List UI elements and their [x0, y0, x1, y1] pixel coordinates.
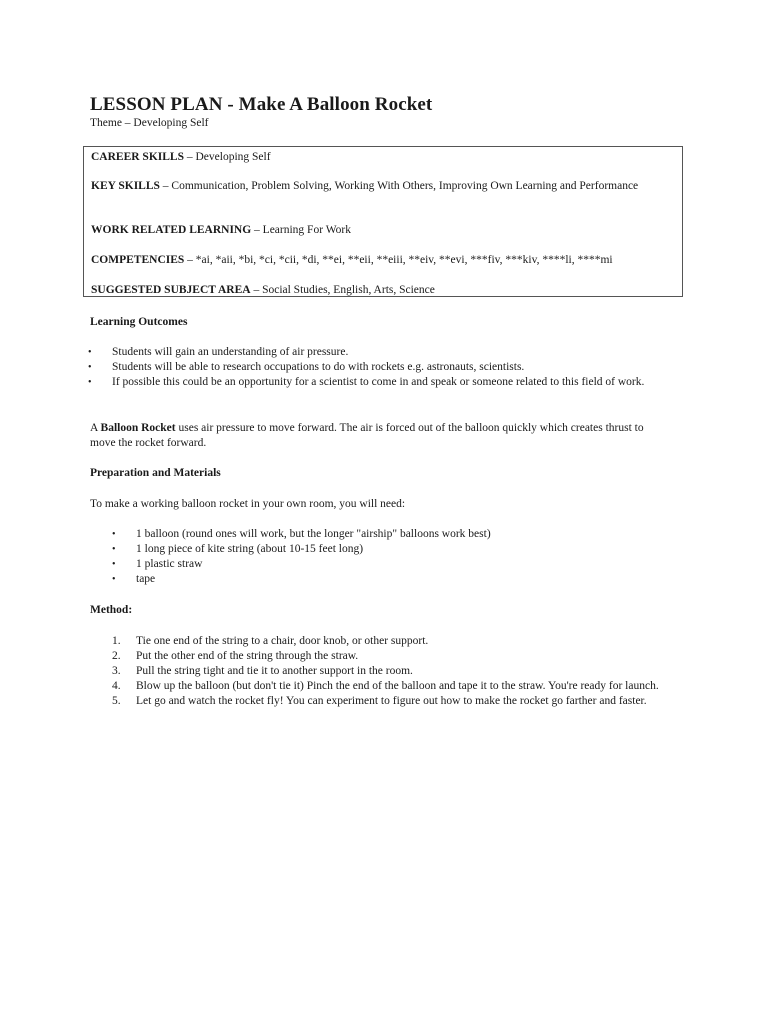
list-item: • 1 plastic straw	[112, 558, 203, 570]
career-skills-label: CAREER SKILLS	[91, 151, 184, 163]
bullet-icon: •	[88, 362, 92, 373]
bullet-icon: •	[88, 347, 92, 358]
key-skills-value: – Communication, Problem Solving, Working With Others, Improving Own Learning and Performance	[159, 180, 639, 192]
list-item: 3. Pull the string tight and tie it to another support in the room.	[112, 665, 413, 677]
career-skills-line	[91, 150, 661, 165]
list-item: 2. Put the other end of the string through the straw.	[112, 650, 359, 662]
intro-paragraph: A Balloon Rocket uses air pressure to move forward. The air is forced out of the balloon quickly which creates thrust to move the rocket forward.	[90, 422, 644, 449]
preparation-heading: Preparation and Materials	[90, 467, 221, 479]
bullet-icon: •	[88, 377, 92, 388]
list-item: • Students will gain an understanding of air pressure.	[88, 346, 349, 358]
competencies-value: – *ai, *aii, *bi, *ci, *cii, *di, **ei, **eii, **eiii, **eiv, **evi, ***fiv, ***kiv, ****li, ****mi	[184, 254, 613, 266]
key-skills-line	[91, 179, 661, 194]
learning-outcomes-heading: Learning Outcomes	[90, 316, 188, 328]
list-item: 5. Let go and watch the rocket fly! You can experiment to figure out how to make the rocket go farther and faster.	[112, 695, 647, 707]
career-skills-value: – Developing Self	[184, 151, 271, 163]
materials-list	[112, 527, 676, 587]
key-skills-label: KEY SKILLS	[91, 180, 160, 192]
list-item: • 1 long piece of kite string (about 10-15 feet long)	[112, 543, 364, 555]
learning-outcomes-list	[88, 345, 672, 390]
list-item: • 1 balloon (round ones will work, but the longer "airship" balloons work best)	[112, 528, 491, 540]
preparation-lead: To make a working balloon rocket in your own room, you will need:	[90, 498, 406, 510]
skills-summary-box	[83, 146, 683, 297]
page-title: LESSON PLAN - Make A Balloon Rocket	[90, 94, 433, 115]
method-steps-list	[112, 634, 676, 709]
competencies-label: COMPETENCIES	[91, 254, 185, 266]
method-heading: Method:	[90, 604, 133, 616]
bullet-icon: •	[112, 574, 116, 585]
list-item: 1. Tie one end of the string to a chair, door knob, or other support.	[112, 635, 429, 647]
work-related-learning-label: WORK RELATED LEARNING	[91, 224, 252, 236]
work-related-learning-value: – Learning For Work	[251, 224, 351, 236]
list-item: 4. Blow up the balloon (but don't tie it) Pinch the end of the balloon and tape it to the straw. You're ready for launch.	[112, 680, 659, 692]
bullet-icon: •	[112, 529, 116, 540]
list-item: • tape	[112, 573, 156, 585]
work-related-learning-line	[91, 223, 661, 238]
bullet-icon: •	[112, 544, 116, 555]
list-item: • If possible this could be an opportunity for a scientist to come in and speak or someone related to this field of work.	[88, 376, 645, 388]
competencies-line	[91, 253, 671, 268]
theme-subtitle: Theme – Developing Self	[90, 117, 209, 129]
list-item: • Students will be able to research occupations to do with rockets e.g. astronauts, scientists.	[88, 361, 525, 373]
bullet-icon: •	[112, 559, 116, 570]
subject-area-value: – Social Studies, English, Arts, Science	[250, 284, 435, 296]
subject-area-label: SUGGESTED SUBJECT AREA	[91, 284, 251, 296]
balloon-rocket-term: Balloon Rocket	[100, 422, 176, 434]
subject-area-line	[91, 283, 671, 298]
